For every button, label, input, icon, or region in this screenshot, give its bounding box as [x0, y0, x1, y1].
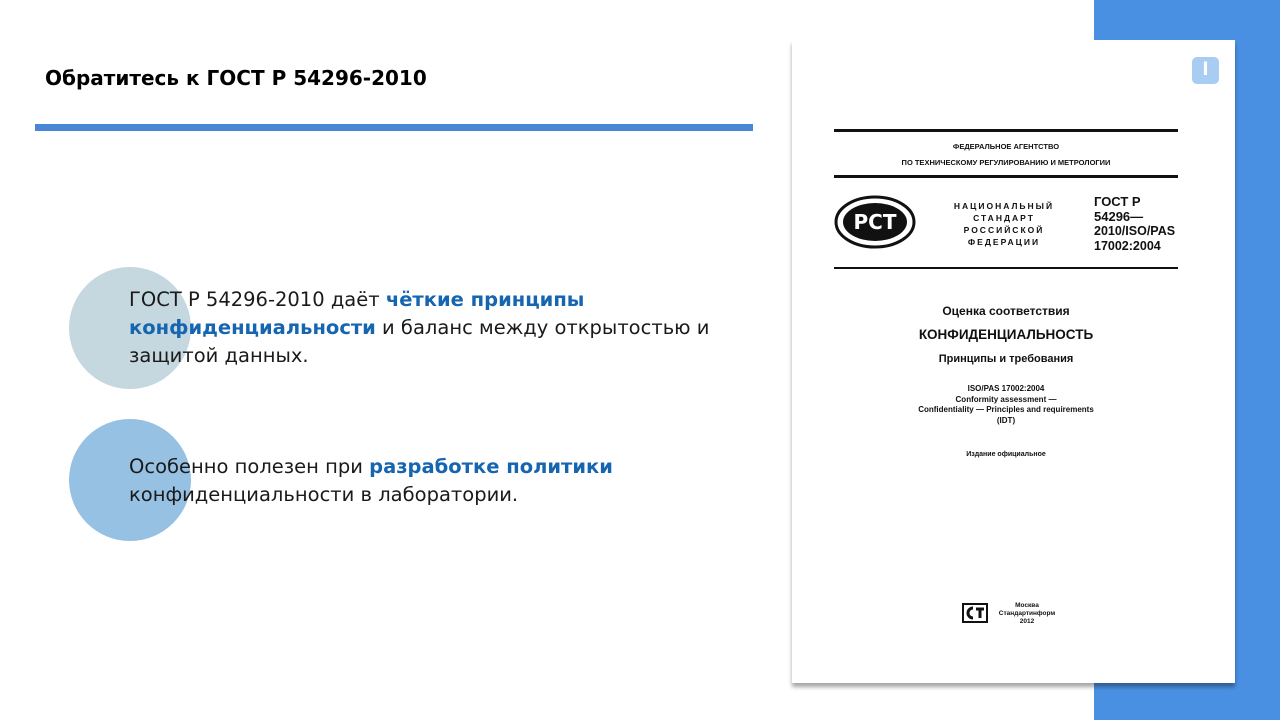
code-line-3: 2010/ISO/PAS	[1094, 224, 1176, 238]
doc-iso-block	[834, 384, 1178, 426]
doc-title-line-3: Принципы и требования	[938, 353, 1074, 365]
bullet-text-2	[129, 453, 729, 509]
bullet-2-text-before: Особенно полезен при	[129, 455, 370, 478]
slide-title: Обратитесь к ГОСТ Р 54296-2010	[45, 66, 427, 90]
national-line-1: НАЦИОНАЛЬНЫЙ	[953, 201, 1055, 211]
doc-agency-line-1: ФЕДЕРАЛЬНОЕ АГЕНТСТВО	[952, 142, 1060, 151]
bullet-1-highlight: чёткие принципы конфиденциальности	[129, 288, 585, 339]
doc-rule-top	[834, 129, 1178, 132]
bullet-text-1	[129, 286, 759, 370]
bullet-1-text-after: и баланс между открытостью и защитой данных.	[129, 316, 710, 367]
national-line-2: СТАНДАРТ	[973, 213, 1035, 223]
iso-line-4: (IDT)	[996, 415, 1016, 425]
doc-publisher	[992, 602, 1062, 626]
standartinform-logo-icon	[962, 603, 988, 623]
doc-title-line-2: КОНФИДЕНЦИАЛЬНОСТЬ	[918, 327, 1094, 342]
rst-logo-icon	[834, 195, 916, 249]
publisher-line-1: Москва	[1015, 602, 1039, 609]
bullet-2-highlight: разработке политики	[369, 455, 613, 478]
national-line-3: РОССИЙСКОЙ	[963, 225, 1045, 235]
code-line-2: 54296—	[1094, 209, 1144, 224]
app-logo-letter: l	[1202, 59, 1209, 80]
code-line-4: 17002:2004	[1094, 239, 1161, 253]
iso-line-2: Conformity assessment —	[955, 394, 1057, 404]
bullet-2-text-after: конфиденциальности в лаборатории.	[129, 483, 519, 506]
rst-logo-text: РСТ	[853, 210, 897, 234]
publisher-line-2: Стандартинформ	[998, 610, 1056, 617]
title-underline	[35, 124, 753, 131]
publisher-line-3: 2012	[1019, 618, 1035, 625]
iso-line-1: ISO/PAS 17002:2004	[967, 384, 1045, 393]
national-line-4: ФЕДЕРАЦИИ	[967, 237, 1041, 247]
doc-rule-middle	[834, 175, 1178, 178]
doc-rule-bottom	[834, 267, 1178, 269]
bullet-1-text-before: ГОСТ Р 54296-2010 даёт	[129, 288, 386, 311]
doc-title-line-1: Оценка соответствия	[942, 304, 1070, 318]
doc-edition: Издание официальное	[966, 451, 1046, 458]
app-logo-icon[interactable]	[1192, 57, 1219, 84]
iso-line-3: Confidentiality — Principles and requirements	[918, 405, 1094, 414]
gost-document-image	[792, 40, 1235, 683]
doc-national-standard	[942, 200, 1066, 248]
doc-gost-code	[1094, 194, 1189, 254]
code-line-1: ГОСТ Р	[1094, 194, 1141, 209]
doc-agency-line-2: ПО ТЕХНИЧЕСКОМУ РЕГУЛИРОВАНИЮ И МЕТРОЛОГИИ	[901, 158, 1111, 167]
